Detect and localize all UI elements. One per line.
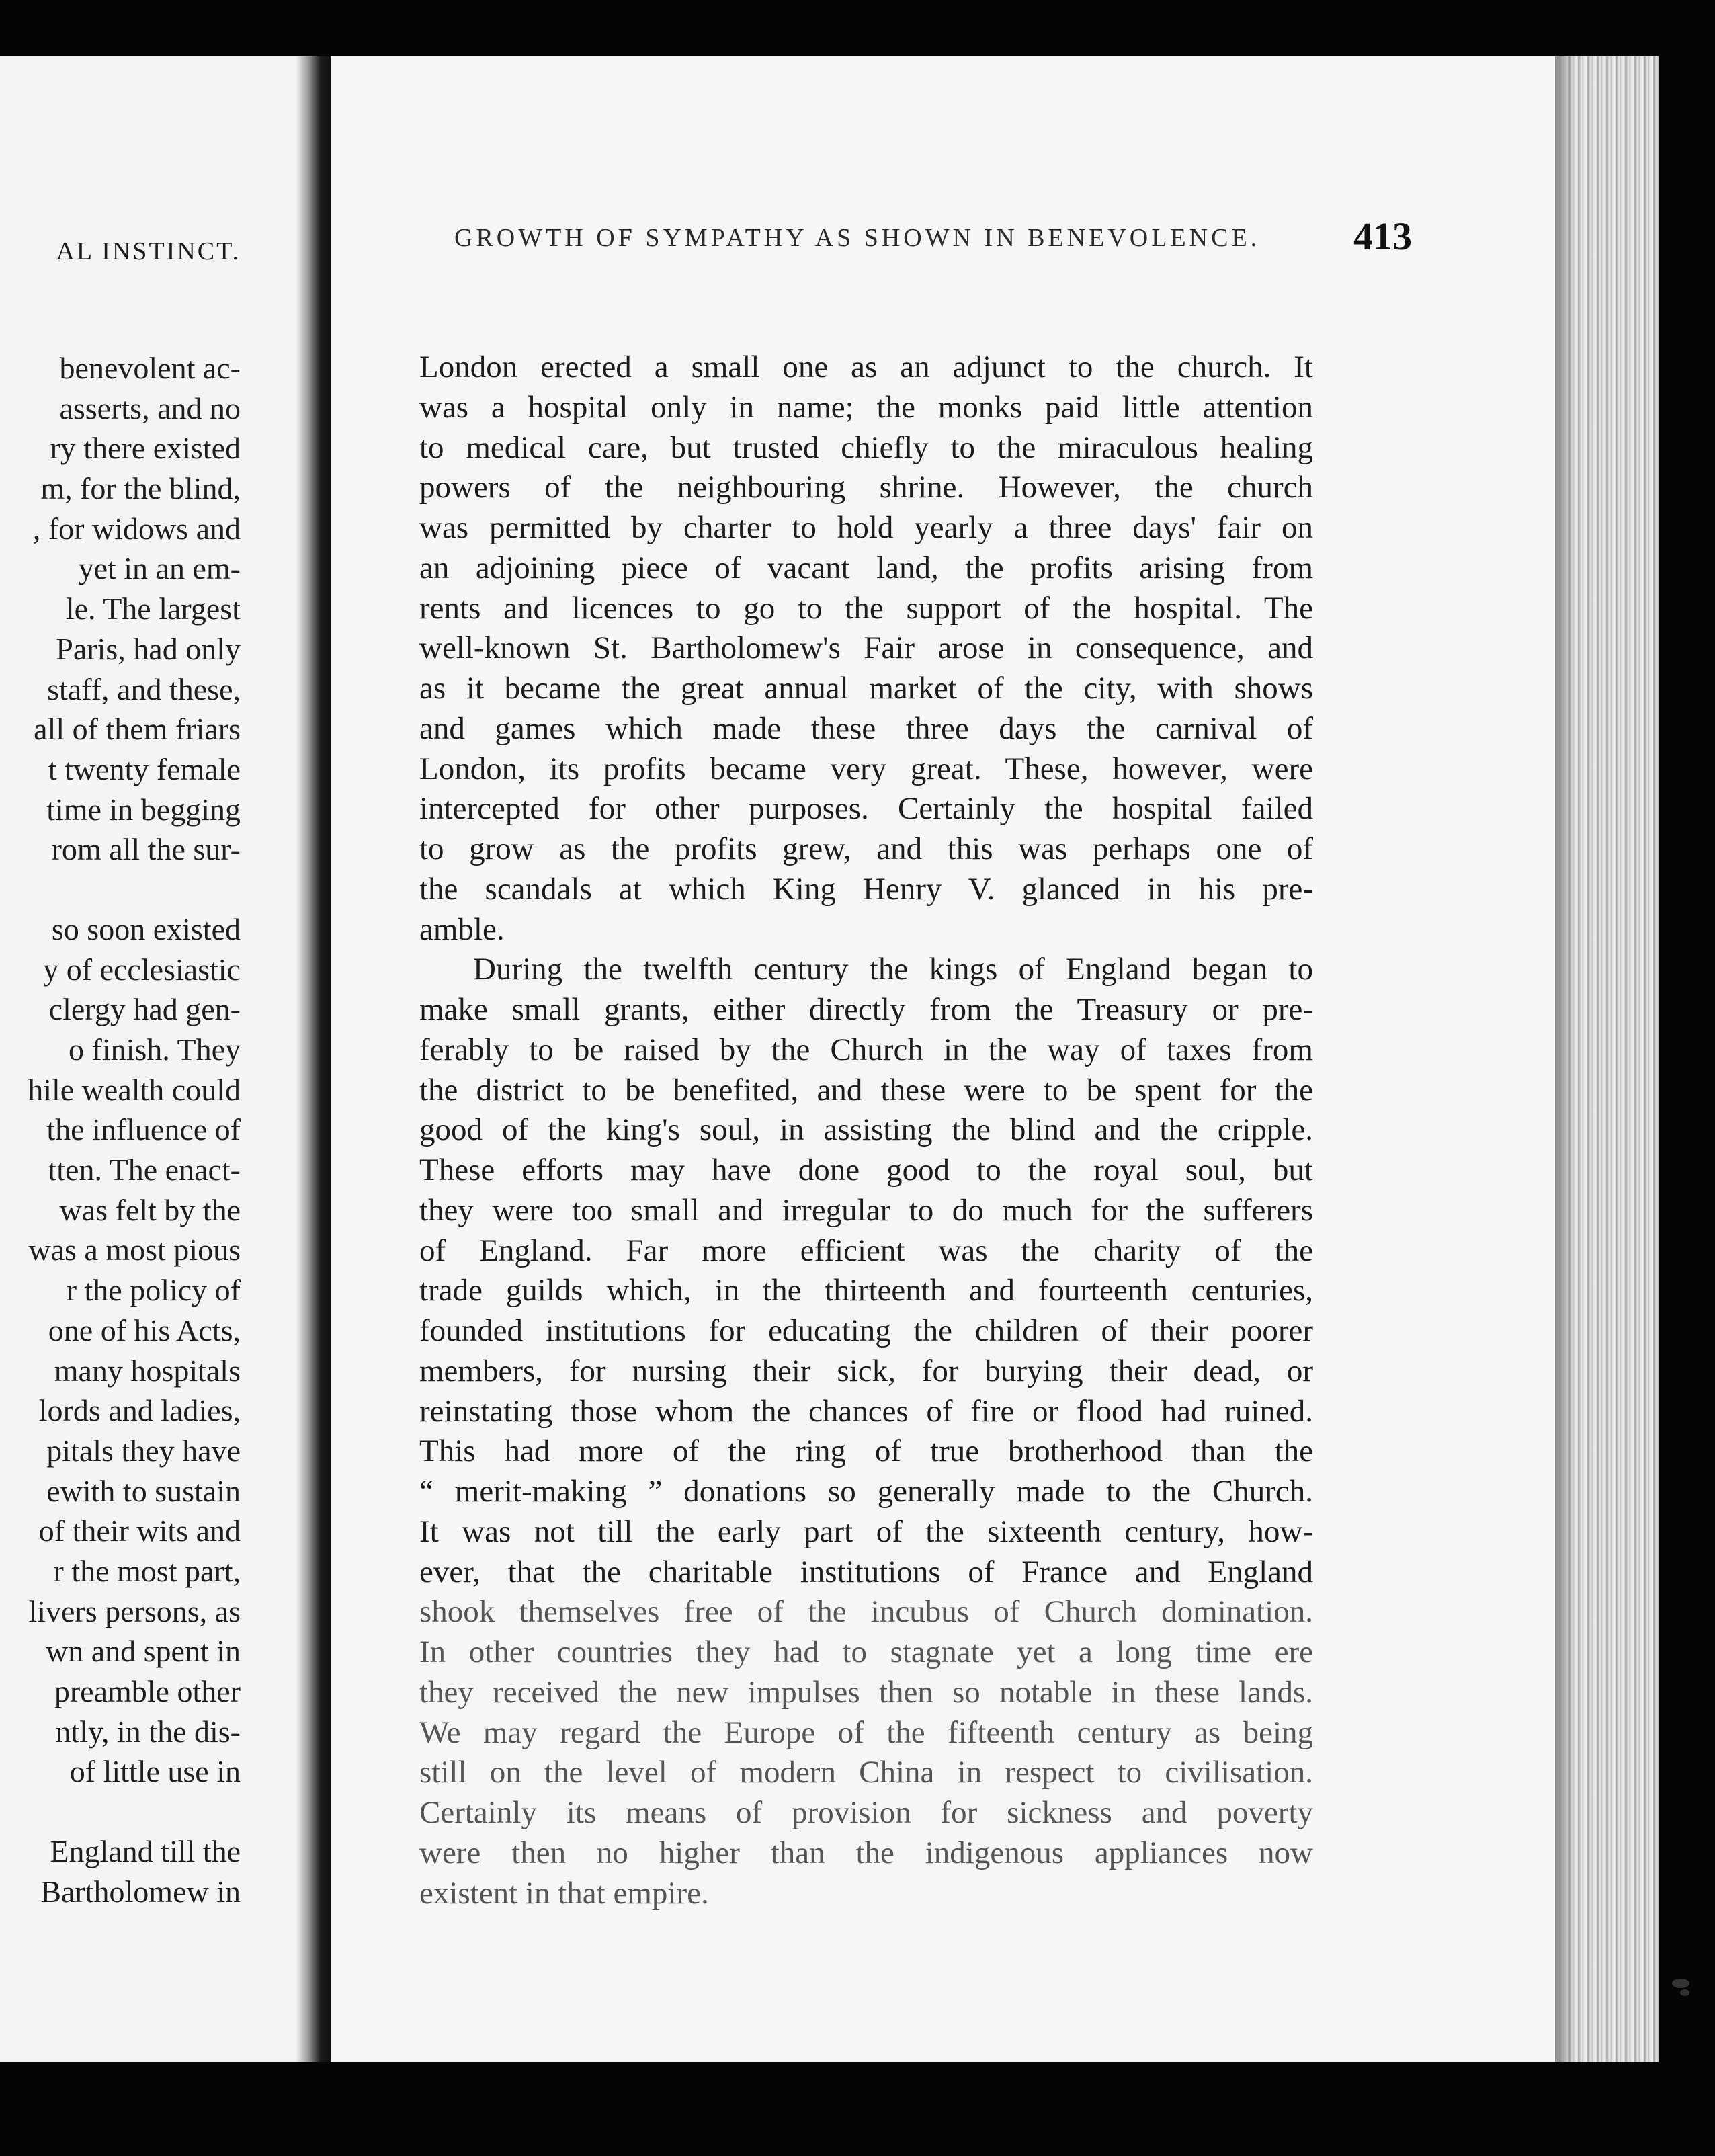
- text-line: well-known St. Bartholomew's Fair arose in consequence, and: [419, 630, 1313, 666]
- text-line: In other countries they had to stagnate yet a long time ere: [419, 1634, 1313, 1669]
- text-line: they received the new impulses then so notable in these lands.: [419, 1674, 1313, 1710]
- text-line: trade guilds which, in the thirteenth and fourteenth centuries,: [419, 1273, 1313, 1309]
- left-line: one of his Acts,: [48, 1313, 241, 1348]
- left-line: r the policy of: [66, 1273, 241, 1308]
- left-line: time in begging: [46, 792, 241, 827]
- left-page: [0, 56, 315, 2062]
- text-line: existent in that empire.: [419, 1875, 709, 1911]
- scan-speck: [1672, 1979, 1689, 1988]
- left-line: preamble other: [54, 1674, 241, 1708]
- text-line: to grow as the profits grew, and this was perhaps one of: [419, 831, 1313, 866]
- left-line: the influence of: [46, 1112, 241, 1147]
- text-line: “ merit-making ” donations so generally made to the Church.: [419, 1474, 1313, 1509]
- left-line: of their wits and: [38, 1514, 241, 1548]
- text-line: During the twelfth century the kings of England began to: [473, 952, 1313, 987]
- left-line: yet in an em-: [78, 551, 241, 586]
- left-line: , for widows and: [32, 511, 241, 546]
- text-line: founded institutions for educating the children of their poorer: [419, 1313, 1313, 1348]
- text-line: as it became the great annual market of the city, with shows: [419, 671, 1313, 706]
- left-line: tten. The enact-: [48, 1153, 241, 1188]
- left-line: le. The largest: [65, 591, 241, 626]
- text-line: reinstating those whom the chances of fire or flood had ruined.: [419, 1393, 1313, 1429]
- text-line: shook themselves free of the incubus of Church domination.: [419, 1594, 1313, 1630]
- text-line: amble.: [419, 911, 505, 947]
- text-line: Certainly its means of provision for sickness and poverty: [419, 1795, 1313, 1830]
- text-line: and games which made these three days the carnival of: [419, 710, 1313, 746]
- left-line: rom all the sur-: [51, 832, 241, 867]
- left-line: r the most part,: [53, 1553, 241, 1588]
- left-line: lords and ladies,: [38, 1393, 241, 1428]
- text-line: still on the level of modern China in respect to civilisation.: [419, 1755, 1313, 1790]
- left-line: hile wealth could: [28, 1072, 241, 1107]
- left-line: was felt by the: [59, 1192, 241, 1227]
- text-line: of England. Far more efficient was the charity of the: [419, 1233, 1313, 1268]
- right-page: [331, 56, 1566, 2062]
- text-line: intercepted for other purposes. Certainly the hospital failed: [419, 791, 1313, 827]
- left-line: Bartholomew in: [40, 1874, 241, 1909]
- text-line: rents and licences to go to the support of the hospital. The: [419, 590, 1313, 626]
- text-line: powers of the neighbouring shrine. However, the church: [419, 470, 1313, 505]
- left-line: y of ecclesiastic: [43, 952, 241, 987]
- left-line: so soon existed: [51, 911, 241, 946]
- left-line: of little use in: [69, 1754, 241, 1789]
- left-line: staff, and these,: [47, 671, 241, 706]
- text-line: good of the king's soul, in assisting the blind and the cripple.: [419, 1112, 1313, 1148]
- body-text: [419, 347, 1313, 1913]
- left-line: pitals they have: [46, 1433, 241, 1468]
- text-line: was a hospital only in name; the monks paid little attention: [419, 389, 1313, 425]
- left-line: t twenty female: [48, 751, 241, 786]
- left-line: was a most pious: [28, 1233, 241, 1268]
- text-line: make small grants, either directly from the Treasury or pre-: [419, 992, 1313, 1027]
- text-line: were then no higher than the indigenous appliances now: [419, 1835, 1313, 1870]
- text-line: ever, that the charitable institutions of France and England: [419, 1554, 1313, 1589]
- text-line: London erected a small one as an adjunct to the church. It: [419, 349, 1313, 384]
- text-line: This had more of the ring of true brotherhood than the: [419, 1434, 1313, 1469]
- running-head: [454, 214, 1566, 258]
- left-line: o finish. They: [69, 1032, 241, 1067]
- left-line: m, for the blind,: [40, 471, 241, 506]
- left-line: livers persons, as: [28, 1593, 241, 1628]
- running-title: GROWTH OF SYMPATHY AS SHOWN IN BENEVOLENCE.: [454, 224, 1261, 252]
- text-line: was permitted by charter to hold yearly a three days' fair on: [419, 510, 1313, 545]
- text-line: members, for nursing their sick, for burying their dead, or: [419, 1353, 1313, 1388]
- left-line: many hospitals: [54, 1353, 241, 1388]
- left-line: ewith to sustain: [46, 1473, 241, 1508]
- left-line: ry there existed: [50, 431, 241, 466]
- left-page-text: [28, 348, 241, 1911]
- text-line: the district to be benefited, and these were to be spent for the: [419, 1072, 1313, 1108]
- text-line: to medical care, but trusted chiefly to the miraculous healing: [419, 429, 1313, 465]
- left-line: clergy had gen-: [48, 992, 241, 1027]
- text-line: they were too small and irregular to do much for the sufferers: [419, 1192, 1313, 1228]
- text-line: We may regard the Europe of the fifteenth century as being: [419, 1714, 1313, 1750]
- left-line: ntly, in the dis-: [55, 1714, 241, 1749]
- text-line: ferably to be raised by the Church in the way of taxes from: [419, 1032, 1313, 1067]
- text-line: These efforts may have done good to the royal soul, but: [419, 1153, 1313, 1188]
- left-line: Paris, had only: [56, 631, 241, 666]
- text-line: the scandals at which King Henry V. glanced in his pre-: [419, 871, 1313, 907]
- text-line: London, its profits became very great. These, however, were: [419, 751, 1313, 786]
- scan-speck: [1680, 1989, 1689, 1996]
- text-line: It was not till the early part of the sixteenth century, how-: [419, 1514, 1313, 1549]
- left-line: asserts, and no: [59, 390, 241, 425]
- text-line: an adjoining piece of vacant land, the profits arising from: [419, 550, 1313, 585]
- left-line: all of them friars: [34, 712, 241, 747]
- left-running-head: AL INSTINCT.: [56, 237, 241, 265]
- left-line: wn and spent in: [45, 1634, 241, 1669]
- page-block-edge: [1555, 56, 1659, 2062]
- left-line: England till the: [50, 1834, 241, 1869]
- page-number: 413: [1353, 214, 1412, 258]
- left-line: benevolent ac-: [59, 351, 241, 385]
